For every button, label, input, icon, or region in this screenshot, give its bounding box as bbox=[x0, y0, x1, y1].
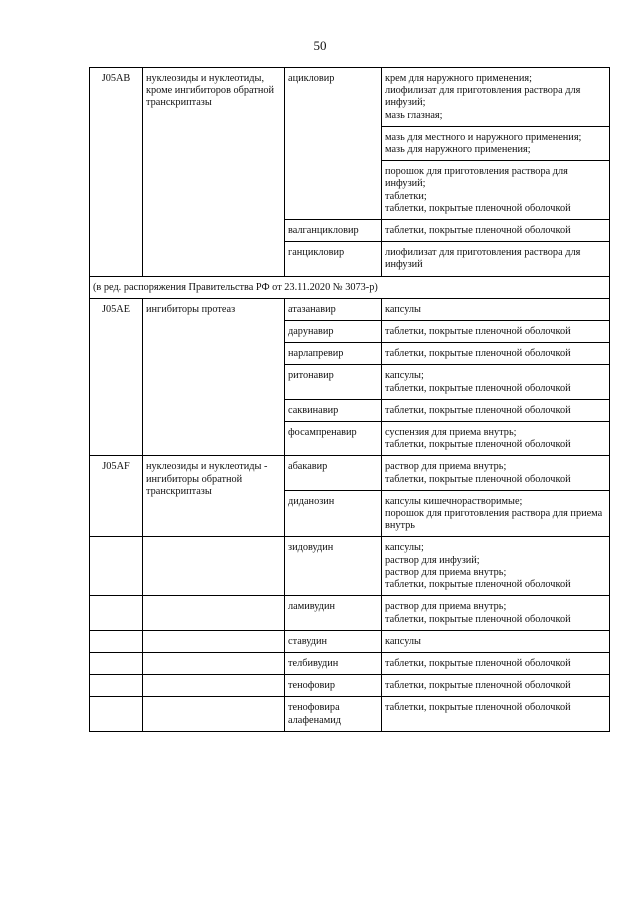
dosage-form: таблетки, покрытые пленочной оболочкой bbox=[385, 348, 571, 360]
table-row bbox=[90, 298, 610, 320]
dosage-form: крем для наружного применения; bbox=[385, 73, 533, 84]
dosage-forms bbox=[382, 161, 610, 220]
atc-code-empty bbox=[90, 697, 143, 731]
table-row bbox=[90, 697, 610, 731]
atc-code-empty bbox=[90, 537, 143, 596]
drug-name: нарлапревир bbox=[285, 343, 382, 365]
dosage-form: мазь глазная; bbox=[385, 109, 443, 121]
atc-code: J05AF bbox=[90, 456, 143, 537]
dosage-forms bbox=[382, 365, 610, 399]
dosage-form: капсулы; bbox=[385, 542, 424, 554]
drug-name: ацикловир bbox=[285, 68, 382, 220]
dosage-forms bbox=[382, 68, 610, 127]
dosage-form: таблетки; bbox=[385, 190, 427, 202]
dosage-forms bbox=[382, 343, 610, 365]
drug-name: ставудин bbox=[285, 630, 382, 652]
dosage-form: таблетки, покрытые пленочной оболочкой bbox=[385, 473, 571, 485]
dosage-form: капсулы bbox=[385, 303, 421, 315]
dosage-forms bbox=[382, 298, 610, 320]
dosage-forms bbox=[382, 652, 610, 674]
dosage-form: лиофилизат для приготовления раствора для инфузий bbox=[385, 247, 581, 271]
group-name-empty bbox=[143, 630, 285, 652]
drug-name: зидовудин bbox=[285, 537, 382, 596]
dosage-form: таблетки, покрытые пленочной оболочкой bbox=[385, 439, 571, 451]
dosage-forms bbox=[382, 537, 610, 596]
drug-name: саквинавир bbox=[285, 399, 382, 421]
table-row bbox=[90, 596, 610, 630]
dosage-forms bbox=[382, 220, 610, 242]
dosage-form: раствор для инфузий; bbox=[385, 554, 480, 566]
dosage-form: таблетки, покрытые пленочной оболочкой bbox=[385, 382, 571, 394]
amendment-note: (в ред. распоряжения Правительства РФ от 23.11.2020 № 3073-р) bbox=[90, 276, 610, 298]
dosage-form: таблетки, покрытые пленочной оболочкой bbox=[385, 326, 571, 338]
dosage-form: суспензия для приема внутрь; bbox=[385, 427, 517, 439]
atc-code-empty bbox=[90, 630, 143, 652]
dosage-forms bbox=[382, 399, 610, 421]
table-row bbox=[90, 68, 610, 127]
atc-code-empty bbox=[90, 652, 143, 674]
dosage-form: лиофилизат для приготовления раствора для инфузий; bbox=[385, 85, 581, 109]
dosage-forms bbox=[382, 630, 610, 652]
dosage-form: таблетки, покрытые пленочной оболочкой bbox=[385, 202, 571, 214]
group-name-empty bbox=[143, 537, 285, 596]
table-row bbox=[90, 630, 610, 652]
drug-name: атазанавир bbox=[285, 298, 382, 320]
dosage-forms bbox=[382, 242, 610, 276]
drug-name: фосампренавир bbox=[285, 422, 382, 456]
drug-name: валганцикловир bbox=[285, 220, 382, 242]
dosage-forms bbox=[382, 490, 610, 537]
dosage-form: капсулы bbox=[385, 635, 421, 647]
dosage-form: капсулы кишечнорастворимые; bbox=[385, 495, 523, 507]
group-name-empty bbox=[143, 596, 285, 630]
dosage-forms bbox=[382, 126, 610, 160]
dosage-form: таблетки, покрытые пленочной оболочкой bbox=[385, 404, 571, 416]
dosage-form: порошок для приготовления раствора для инфузий; bbox=[385, 166, 568, 190]
atc-code-empty bbox=[90, 675, 143, 697]
dosage-forms bbox=[382, 596, 610, 630]
table-row bbox=[90, 652, 610, 674]
dosage-form: мазь для наружного применения; bbox=[385, 144, 531, 156]
group-name: нуклеозиды и нуклеотиды - ингибиторы обратной транскриптазы bbox=[143, 456, 285, 537]
group-name: нуклеозиды и нуклеотиды, кроме ингибиторов обратной транскриптазы bbox=[143, 68, 285, 277]
group-name-empty bbox=[143, 675, 285, 697]
drug-name: тенофовир bbox=[285, 675, 382, 697]
drug-table bbox=[89, 67, 610, 732]
dosage-forms bbox=[382, 675, 610, 697]
group-name-empty bbox=[143, 652, 285, 674]
table-row bbox=[90, 276, 610, 298]
dosage-form: таблетки, покрытые пленочной оболочкой bbox=[385, 225, 571, 237]
dosage-form: таблетки, покрытые пленочной оболочкой bbox=[385, 702, 571, 714]
dosage-form: раствор для приема внутрь; bbox=[385, 601, 507, 613]
dosage-form: таблетки, покрытые пленочной оболочкой bbox=[385, 579, 571, 591]
group-name: ингибиторы протеаз bbox=[143, 298, 285, 456]
drug-name: дарунавир bbox=[285, 321, 382, 343]
drug-name: абакавир bbox=[285, 456, 382, 490]
dosage-forms bbox=[382, 697, 610, 731]
dosage-forms bbox=[382, 456, 610, 490]
dosage-form: порошок для приготовления раствора для приема внутрь bbox=[385, 508, 603, 532]
drug-name: ганцикловир bbox=[285, 242, 382, 276]
drug-name: тенофовира алафенамид bbox=[285, 697, 382, 731]
table-row bbox=[90, 675, 610, 697]
dosage-form: раствор для приема внутрь; bbox=[385, 461, 507, 473]
dosage-forms bbox=[382, 321, 610, 343]
page-number: 50 bbox=[313, 38, 327, 53]
group-name-empty bbox=[143, 697, 285, 731]
dosage-form: таблетки, покрытые пленочной оболочкой bbox=[385, 680, 571, 692]
table-row bbox=[90, 456, 610, 490]
dosage-form: капсулы; bbox=[385, 370, 424, 382]
drug-name: ламивудин bbox=[285, 596, 382, 630]
atc-code-empty bbox=[90, 596, 143, 630]
dosage-form: таблетки, покрытые пленочной оболочкой bbox=[385, 613, 571, 625]
atc-code: J05AE bbox=[90, 298, 143, 456]
dosage-form: раствор для приема внутрь; bbox=[385, 566, 507, 578]
dosage-form: мазь для местного и наружного применения; bbox=[385, 131, 582, 143]
drug-name: телбивудин bbox=[285, 652, 382, 674]
drug-name: ритонавир bbox=[285, 365, 382, 399]
table-row bbox=[90, 537, 610, 596]
dosage-forms bbox=[382, 422, 610, 456]
dosage-form: таблетки, покрытые пленочной оболочкой bbox=[385, 657, 571, 669]
drug-name: диданозин bbox=[285, 490, 382, 537]
atc-code: J05AB bbox=[90, 68, 143, 277]
